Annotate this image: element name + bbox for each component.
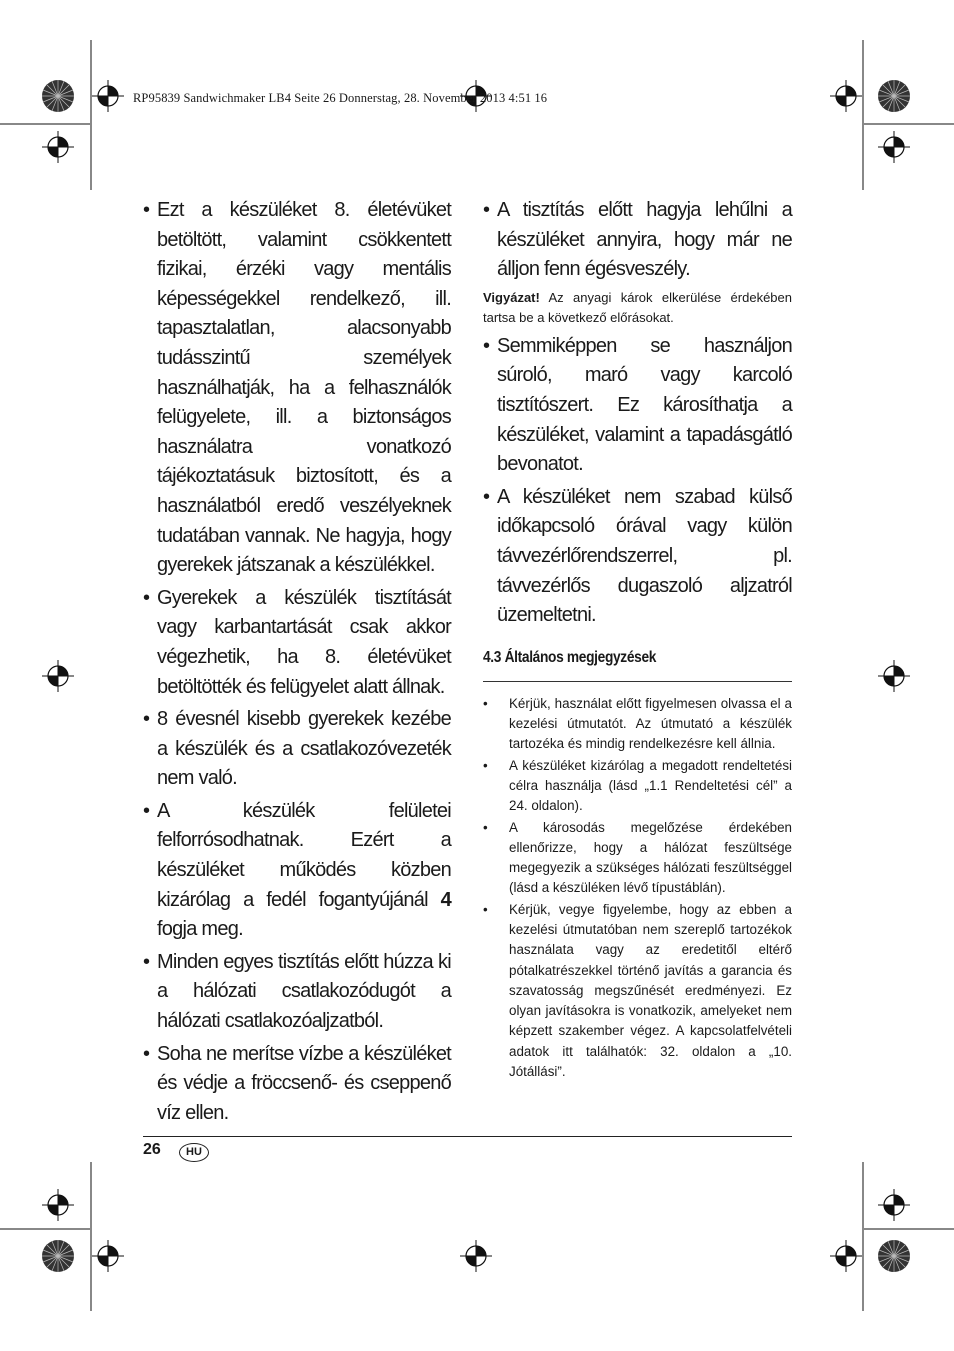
hot-surface-text: A készülék felületei felforrósodhatnak. Ezért a készüléket működés közben kizárólag a fedél fogantyújánál	[157, 799, 451, 911]
safety-bullet-children: • 8 évesnél kisebb gyerekek kezébe a készülék és a csatlakozóvezeték nem való.	[143, 705, 451, 794]
safety-bullet-cleaning: • Gyerekek a készülék tisztítását vagy karbantartását csak akkor végezhetik, ha 8. életévüket betöltötték és felügyelet alatt állnak.	[143, 584, 451, 702]
section-divider	[483, 681, 792, 682]
right-column	[483, 196, 792, 1083]
safety-bullet-abrasives: • Semmiképpen se használjon súroló, maró vagy karcoló tisztítószert. Ez károsíthatja a készüléket, valamint a tapadásgátló bevonatot.	[483, 332, 792, 480]
safety-bullet-cooling: • A tisztítás előtt hagyja lehűlni a készüléket annyira, hogy már ne álljon fenn égésveszély.	[483, 196, 792, 285]
caution-label: Vigyázat!	[483, 289, 540, 305]
list-item: • Kérjük, vegye figyelembe, hogy az ebben a kezelési útmutatóban nem szereplő tartozékok használata vagy az eredetitől eltérő pótalkatrészekkel történő javítás a garancia és szavatosság megszűnését eredményezi. Ez olyan javításokra is vonatkozik, amelyeket nem képzett szakember végez. A kapcsolatfelvételi adatok itt találhatók: 32. oldalon a „10. Jótállási”.	[483, 900, 792, 1083]
list-item: • A károsodás megelőzése érdekében ellenőrizze, hogy a hálózat feszültsége megegyezik a szükséges hálózati feszültséggel (lásd a készüléken lévő típustáblán).	[483, 818, 792, 899]
section-title: 4.3 Általános megjegyzések	[483, 648, 657, 666]
caution-note	[483, 288, 792, 328]
caution-text: Az anyagi károk elkerülése érdekében tartsa be a következő előrásokat.	[483, 289, 792, 325]
footer-divider	[143, 1136, 792, 1137]
print-slug: RP95839 Sandwichmaker LB4 Seite 26 Donnerstag, 28. November 2013 4:51 16	[133, 91, 548, 105]
list-item: • A készüléket kizárólag a megadott rendeltetési célra használja (lásd „1.1 Rendeltetési cél” a 24. oldalon).	[483, 756, 792, 817]
list-item: • Kérjük, használat előtt figyelmesen olvassa el a kezelési útmutatót. Az útmutató a készülék tartozéka és mindig rendelkezésre kell állnia.	[483, 694, 792, 755]
safety-bullet-timer: • A készüléket nem szabad külső időkapcsoló órával vagy külön távvezérlőrendszerrel, pl. távvezérlős dugaszoló aljzatról üzemeltetni.	[483, 483, 792, 631]
safety-bullet-unplug: • Minden egyes tisztítás előtt húzza ki a hálózati csatlakozódugót a hálózati csatlakozóaljzatból.	[143, 948, 451, 1037]
handle-reference-number: 4	[440, 888, 451, 911]
hot-surface-text-end: fogja meg.	[157, 918, 243, 941]
safety-bullet-usage: • Ezt a készüléket 8. életévüket betöltött, valamint csökkentett fizikai, érzéki vagy mentális képességekkel rendelkező, ill. tapasztalatlan, alacsonyabb tudásszintű személyek használhatják, ha a felhasználók felügyelete, ill. a biztonságos használatra vonatkozó tájékoztatásuk biztosított, és a használatból eredő veszélyeknek tudatában vannak. Ne hagyja, hogy gyerekek játszanak a készülékkel.	[143, 196, 451, 581]
general-notes-list	[483, 694, 792, 1083]
language-badge: HU	[179, 1143, 209, 1162]
safety-bullet-water: • Soha ne merítse vízbe a készüléket és védje a fröccsenő- és cseppenő víz ellen.	[143, 1040, 451, 1129]
left-column	[143, 196, 451, 1131]
safety-bullet-hot-surface	[143, 797, 451, 945]
page-number: 26	[143, 1141, 161, 1158]
